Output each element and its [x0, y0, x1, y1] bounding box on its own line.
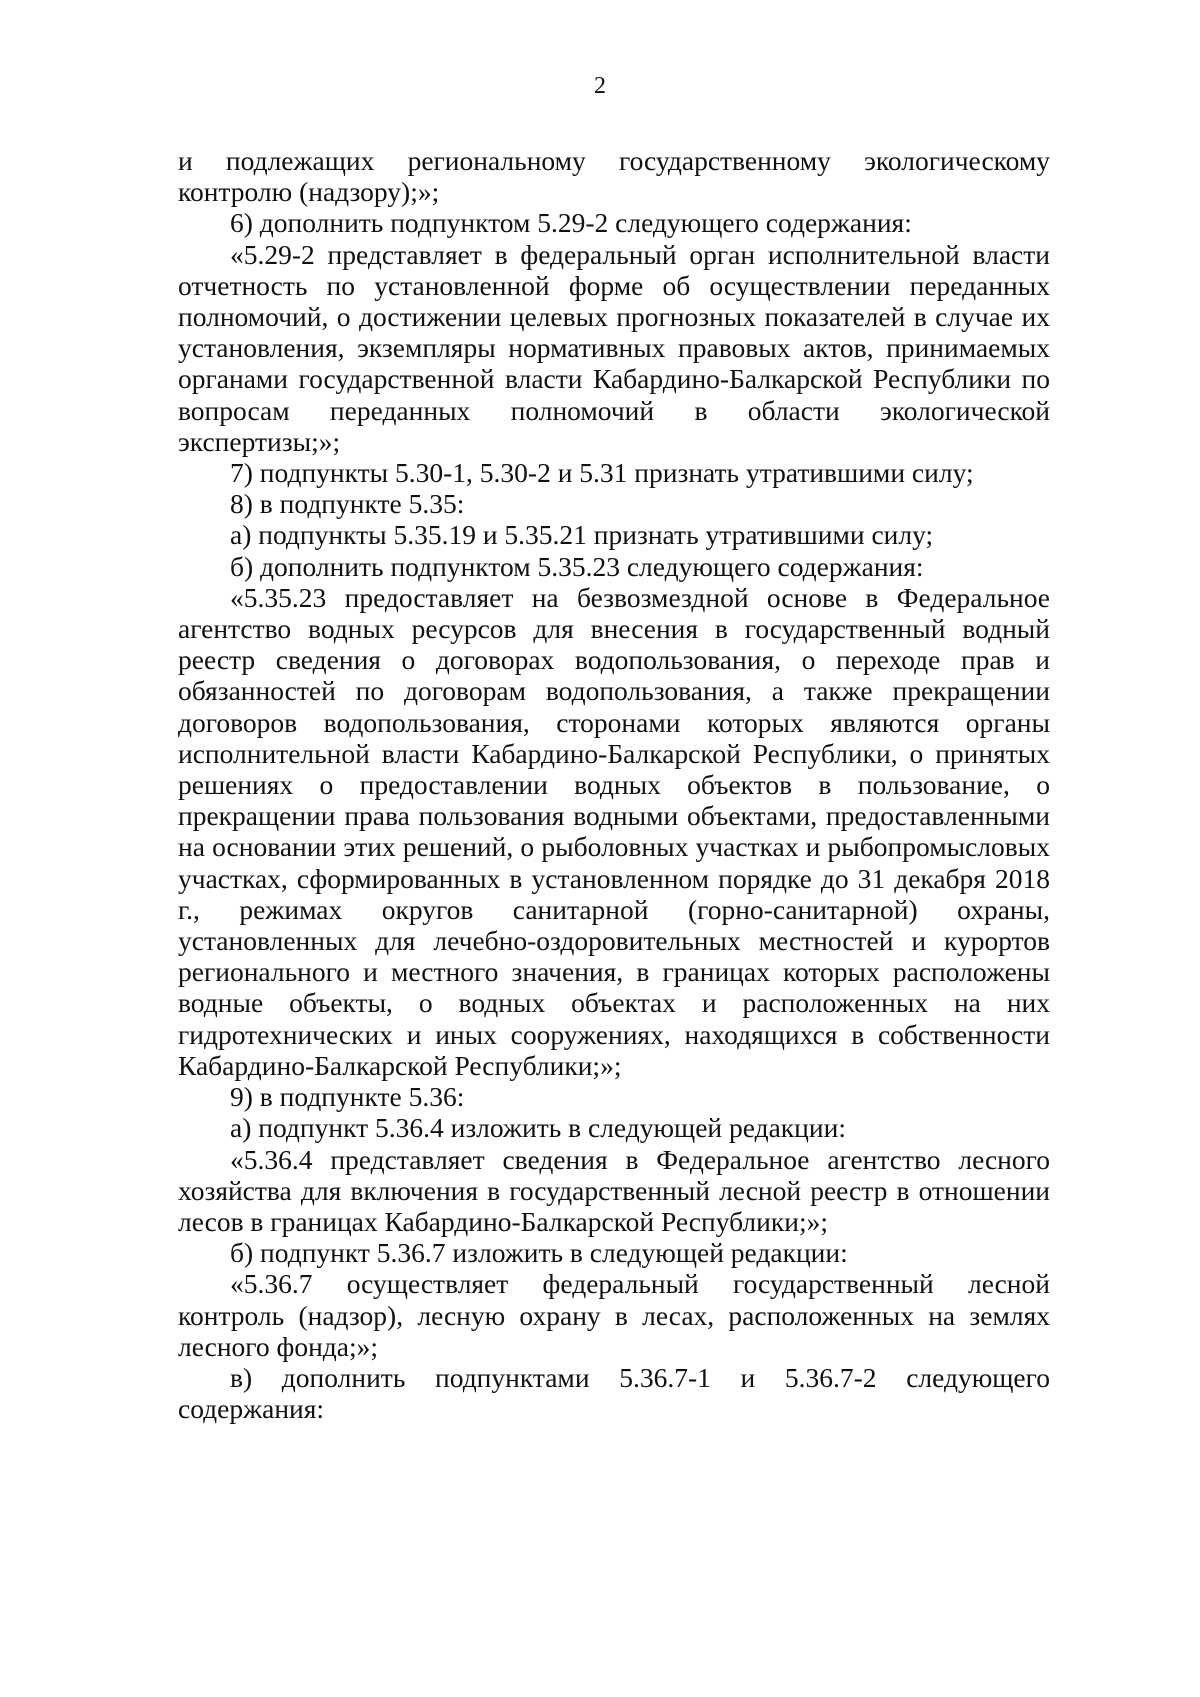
document-body — [178, 145, 1050, 1424]
paragraph-7: б) дополнить подпунктом 5.35.23 следующего содержания: — [230, 550, 924, 582]
paragraph-3: «5.29-2 представляет в федеральный орган исполнительной власти отчетность по установленной форме об осуществлении переданных полномочий, о достижении целевых прогнозных показателей в случае их установления, экземпляры нормативных правовых актов, принимаемых органами государственной власти Кабардино-Балкарской Республики по вопросам переданных полномочий в области экологической экспертизы;»; — [178, 238, 1050, 457]
paragraph-8: «5.35.23 предоставляет на безвозмездной основе в Федеральное агентство водных ресурсов для внесения в государственный водный реестр сведения о договорах водопользования, о переходе прав и обязанностей по договорам водопользования, а также прекращении договоров водопользования, сторонами которых являются органы исполнительной власти Кабардино-Балкарской Республики, о принятых решениях о предоставлении водных объектов в пользование, о прекращении права пользования водными объектами, предоставленными на основании этих решений, о рыболовных участках и рыбопромысловых участках, сформированных в установленном порядке до 31 декабря 2018 г., режимах округов санитарной (горно-санитарной) охраны, установленных для лечебно-оздоровительных местностей и курортов регионального и местного значения, в границах которых расположены водные объекты, о водных объектах и расположенных на них гидротехнических и иных сооружениях, находящихся в собственности Кабардино-Балкарской Республики;»; — [178, 581, 1050, 1081]
paragraph-5: 8) в подпункте 5.35: — [230, 488, 465, 520]
paragraph-14: в) дополнить подпунктами 5.36.7-1 и 5.36.7-2 следующего содержания: — [178, 1361, 1050, 1425]
paragraph-13: «5.36.7 осуществляет федеральный государственный лесной контроль (надзор), лесную охрану в лесах, расположенных на землях лесного фонда;»; — [178, 1268, 1050, 1362]
paragraph-10: а) подпункт 5.36.4 изложить в следующей редакции: — [230, 1112, 846, 1144]
paragraph-6: а) подпункты 5.35.19 и 5.35.21 признать утратившими силу; — [230, 519, 934, 551]
page-number: 2 — [594, 73, 606, 99]
paragraph-2: 6) дополнить подпунктом 5.29-2 следующего содержания: — [230, 207, 912, 239]
paragraph-11: «5.36.4 представляет сведения в Федеральное агентство лесного хозяйства для включения в государственный лесной реестр в отношении лесов в границах Кабардино-Балкарской Республики;»; — [178, 1143, 1050, 1237]
paragraph-4: 7) подпункты 5.30-1, 5.30-2 и 5.31 признать утратившими силу; — [230, 457, 974, 489]
paragraph-9: 9) в подпункте 5.36: — [230, 1081, 465, 1113]
paragraph-12: б) подпункт 5.36.7 изложить в следующей редакции: — [230, 1237, 848, 1269]
paragraph-1: и подлежащих региональному государственному экологическому контролю (надзору);»; — [178, 145, 1050, 208]
